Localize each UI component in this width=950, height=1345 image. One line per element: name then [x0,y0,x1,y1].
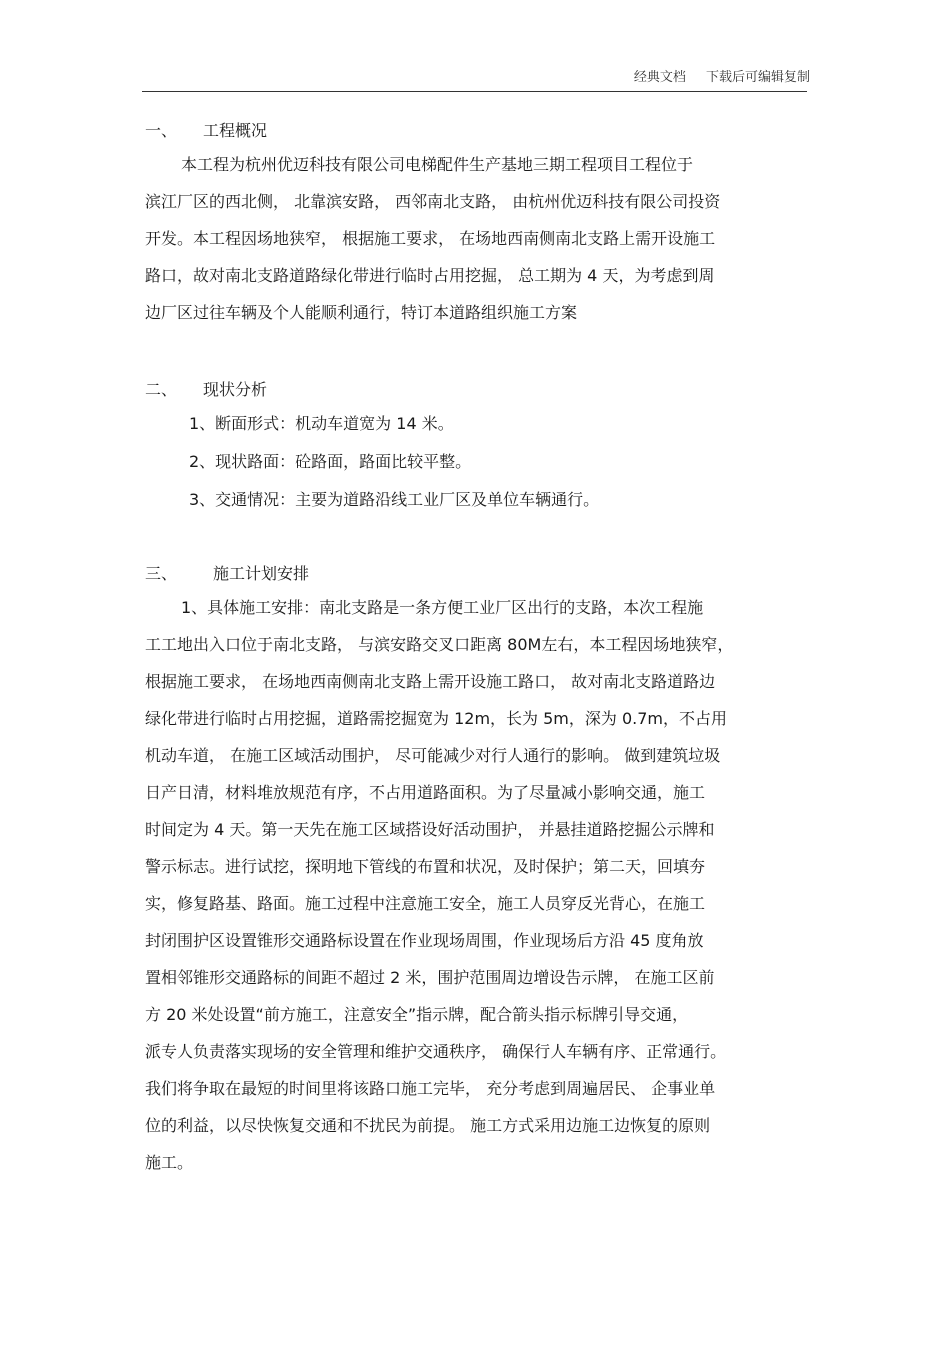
paragraph-line: 1、具体施工安排：南北支路是一条方便工业厂区出行的支路，本次工程施 [181,598,704,617]
section-number: 一、 [145,121,178,140]
paragraph-line: 机动车道， 在施工区域活动围护， 尽可能减少对行人通行的影响。 做到建筑垃圾 [145,746,721,765]
paragraph-line: 路口，故对南北支路道路绿化带进行临时占用挖掘， 总工期为 4 天，为考虑到周 [145,266,715,285]
section-title: 施工计划安排 [213,564,310,583]
section-heading-1 [145,116,810,146]
paragraph-line: 工工地出入口位于南北支路， 与滨安路交叉口距离 80M左右，本工程因场地狭窄， [145,635,734,654]
section-gap [145,519,810,559]
paragraph-line: 实，修复路基、路面。施工过程中注意施工安全，施工人员穿反光背心，在施工 [145,894,706,913]
paragraph-line: 施工。 [145,1153,194,1172]
paragraph-line: 警示标志。进行试挖，探明地下管线的布置和状况，及时保护；第二天，回填夯 [145,857,706,876]
paragraph-line: 日产日清，材料堆放规范有序，不占用道路面积。为了尽量减小影响交通，施工 [145,783,706,802]
section-heading-3 [145,559,810,589]
page-header [0,66,810,85]
paragraph-line: 开发。本工程因场地狭窄， 根据施工要求， 在场地西南侧南北支路上需开设施工 [145,229,716,248]
paragraph-line: 时间定为 4 天。第一天先在施工区域搭设好活动围护， 并悬挂道路挖掘公示牌和 [145,820,715,839]
section-heading-2 [145,375,810,405]
paragraph-line: 我们将争取在最短的时间里将该路口施工完毕， 充分考虑到周遍居民、 企事业单 [145,1079,716,1098]
document-body [145,116,810,1181]
header-right-text: 下载后可编辑复制 [705,70,810,85]
paragraph-line: 置相邻锥形交通路标的间距不超过 2 米，围护范围周边增设告示牌， 在施工区前 [145,968,715,987]
paragraph-line: 根据施工要求， 在场地西南侧南北支路上需开设施工路口， 故对南北支路道路边 [145,672,716,691]
section-number: 三、 [145,564,178,583]
paragraph-line: 方 20 米处设置“前方施工，注意安全”指示牌，配合箭头指示标牌引导交通， [145,1005,689,1024]
section-title: 现状分析 [203,380,268,399]
list-item: 2、现状路面：砼路面，路面比较平整。 [189,452,472,471]
paragraph-line: 滨江厂区的西北侧， 北靠滨安路， 西邻南北支路， 由杭州优迈科技有限公司投资 [145,192,721,211]
section-title: 工程概况 [203,121,268,140]
list-item: 1、断面形式：机动车道宽为 14 米。 [189,414,454,433]
list-item: 3、交通情况：主要为道路沿线工业厂区及单位车辆通行。 [189,490,600,509]
paragraph-line: 派专人负责落实现场的安全管理和维护交通秩序， 确保行人车辆有序、正常通行。 [145,1042,727,1061]
paragraph-line: 位的利益，以尽快恢复交通和不扰民为前提。 施工方式采用边施工边恢复的原则 [145,1116,711,1135]
header-left-text: 经典文档 [633,70,686,85]
section-number: 二、 [145,380,178,399]
paragraph-line: 绿化带进行临时占用挖掘，道路需挖掘宽为 12m，长为 5m，深为 0.7m，不占用 [145,709,728,728]
section-gap [145,331,810,375]
paragraph-line: 本工程为杭州优迈科技有限公司电梯配件生产基地三期工程项目工程位于 [181,155,694,174]
paragraph-line: 封闭围护区设置锥形交通路标设置在作业现场周围，作业现场后方沿 45 度角放 [145,931,704,950]
header-divider [142,91,807,92]
paragraph-line: 边厂区过往车辆及个人能顺利通行，特订本道路组织施工方案 [145,303,578,322]
